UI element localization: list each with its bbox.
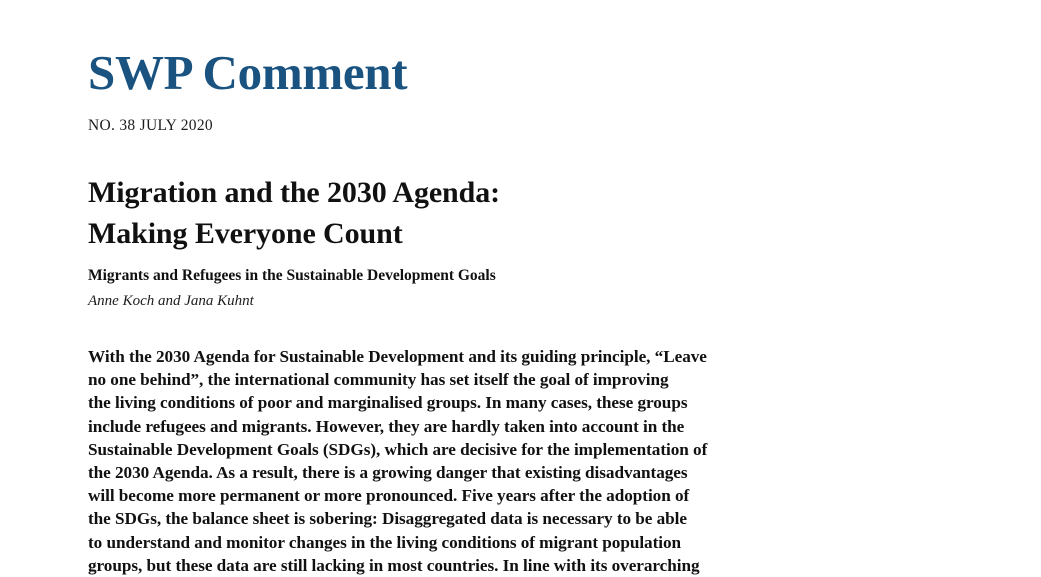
body-line: to understand and monitor changes in the living conditions of migrant population bbox=[88, 532, 682, 552]
page-title bbox=[88, 134, 788, 254]
body-line: Sustainable Development Goals (SDGs), which are decisive for the implementation of bbox=[88, 439, 708, 459]
body-line: will become more permanent or more pronounced. Five years after the adoption of bbox=[88, 486, 690, 506]
body-line: include refugees and migrants. However, they are hardly taken into account in the bbox=[88, 416, 685, 436]
page-title-line-2: Making Everyone Count bbox=[88, 216, 403, 250]
page-subtitle: Migrants and Refugees in the Sustainable Development Goals bbox=[88, 266, 496, 284]
author-byline: Anne Koch and Jana Kuhnt bbox=[88, 293, 254, 309]
body-line: the SDGs, the balance sheet is sobering: Disaggregated data is necessary to be able bbox=[88, 509, 687, 529]
body-line: the 2030 Agenda. As a result, there is a growing danger that existing disadvantages bbox=[88, 463, 688, 483]
body-line: With the 2030 Agenda for Sustainable Development and its guiding principle, “Leave bbox=[88, 347, 707, 366]
page-title-line-1: Migration and the 2030 Agenda: bbox=[88, 175, 501, 209]
body-line: no one behind”, the international community has set itself the goal of improving bbox=[88, 370, 669, 390]
body-line: groups, but these data are still lacking in most countries. In line with its overarching bbox=[88, 555, 700, 575]
lead-paragraph bbox=[88, 309, 778, 577]
page-content-column bbox=[88, 0, 788, 577]
issue-number-and-date: NO. 38 JULY 2020 bbox=[88, 117, 213, 134]
publication-masthead: SWP Comment bbox=[88, 45, 408, 100]
body-line: the living conditions of poor and marginalised groups. In many cases, these groups bbox=[88, 393, 688, 413]
